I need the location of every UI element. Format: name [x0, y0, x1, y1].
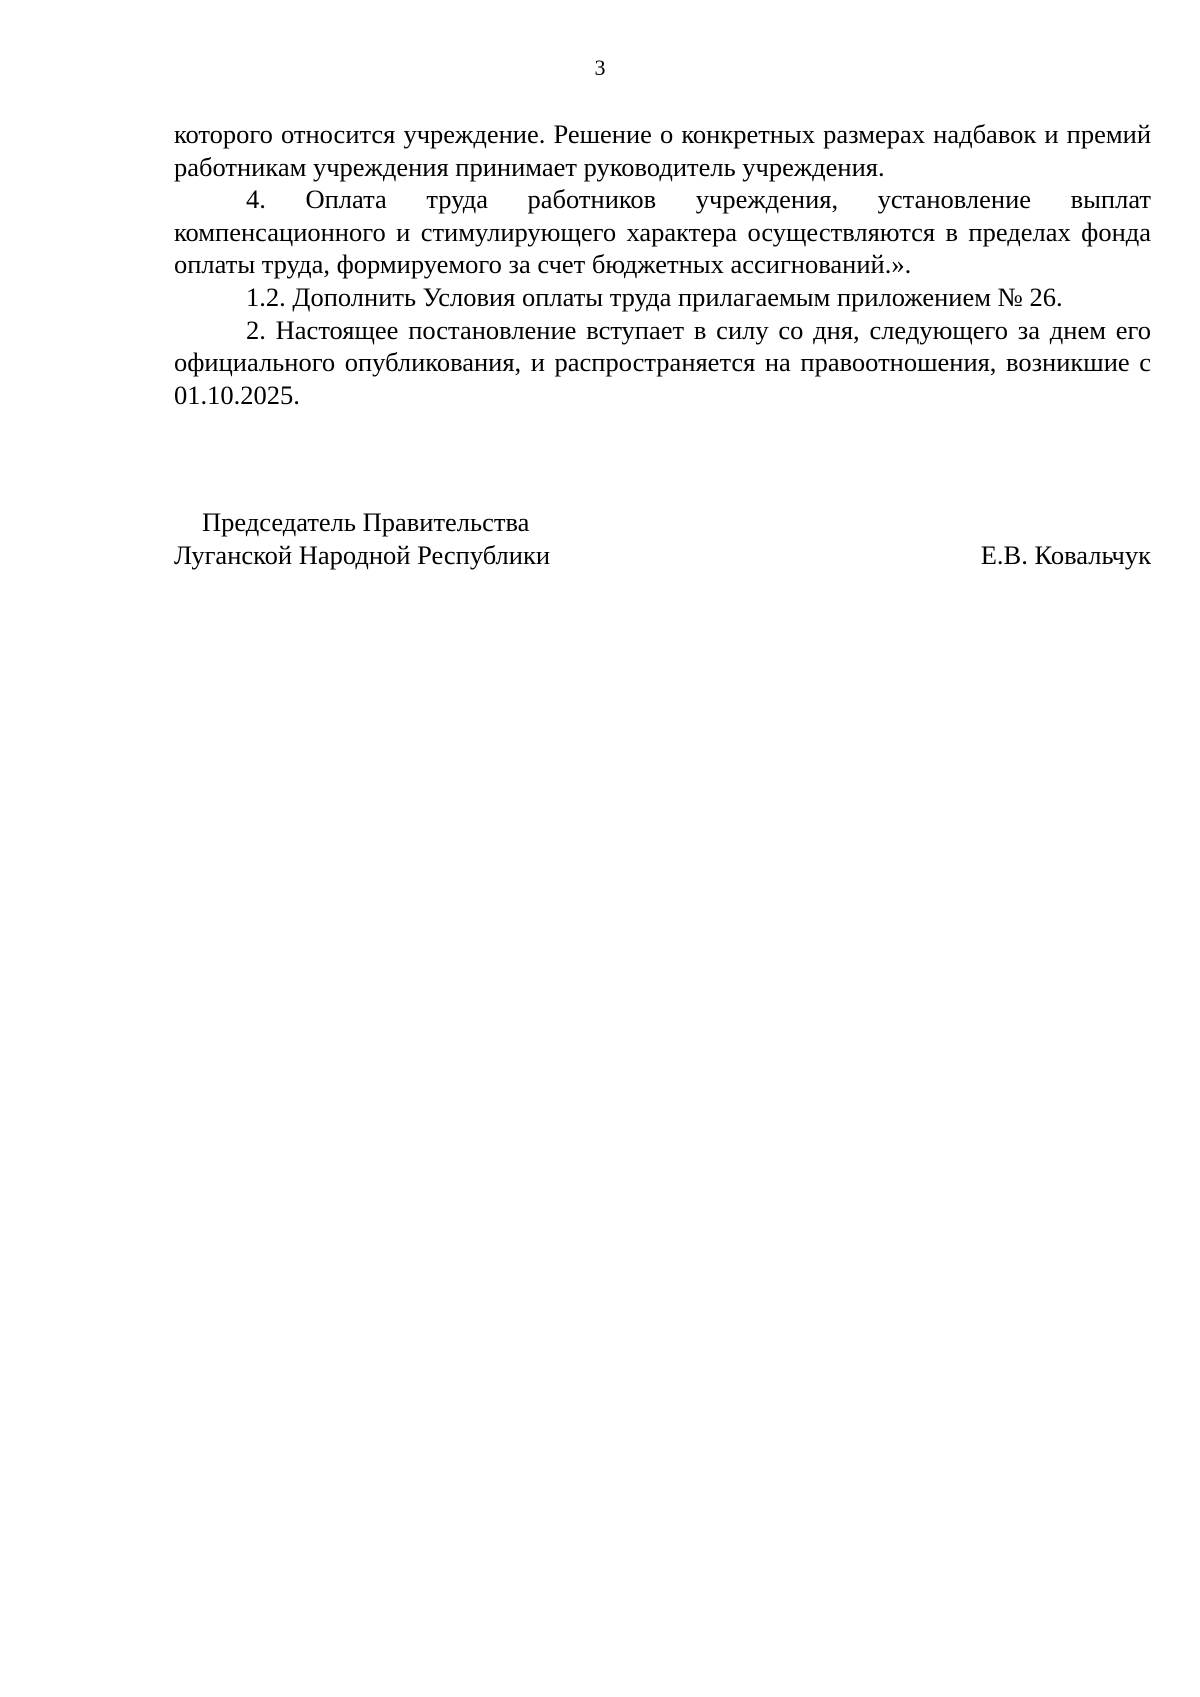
document-body: [174, 118, 1151, 411]
page-number: 3: [594, 55, 606, 80]
paragraph-item-1-2: 1.2. Дополнить Условия оплаты труда прилагаемым приложением № 26.: [246, 281, 1063, 312]
paragraph-continuation: которого относится учреждение. Решение о конкретных размерах надбавок и премий работникам учреждения принимает руководитель учреждения.: [174, 119, 1151, 182]
signatory-title-line-1: Председатель Правительства: [202, 507, 530, 537]
signature-block: [174, 506, 1151, 571]
signatory-title-line-2: Луганской Народной Республики: [174, 539, 551, 570]
paragraph-item-2: 2. Настоящее постановление вступает в силу со дня, следующего за днем его официального опубликования, и распространяется на правоотношения, возникшие с 01.10.2025.: [174, 314, 1151, 410]
signature-row: [174, 539, 1151, 572]
paragraph-item-4: 4. Оплата труда работников учреждения, установление выплат компенсационного и стимулирующего характера осуществляются в пределах фонда оплаты труда, формируемого за счет бюджетных ассигнований.».: [174, 184, 1151, 280]
signatory-name: Е.В. Ковальчук: [980, 539, 1151, 570]
